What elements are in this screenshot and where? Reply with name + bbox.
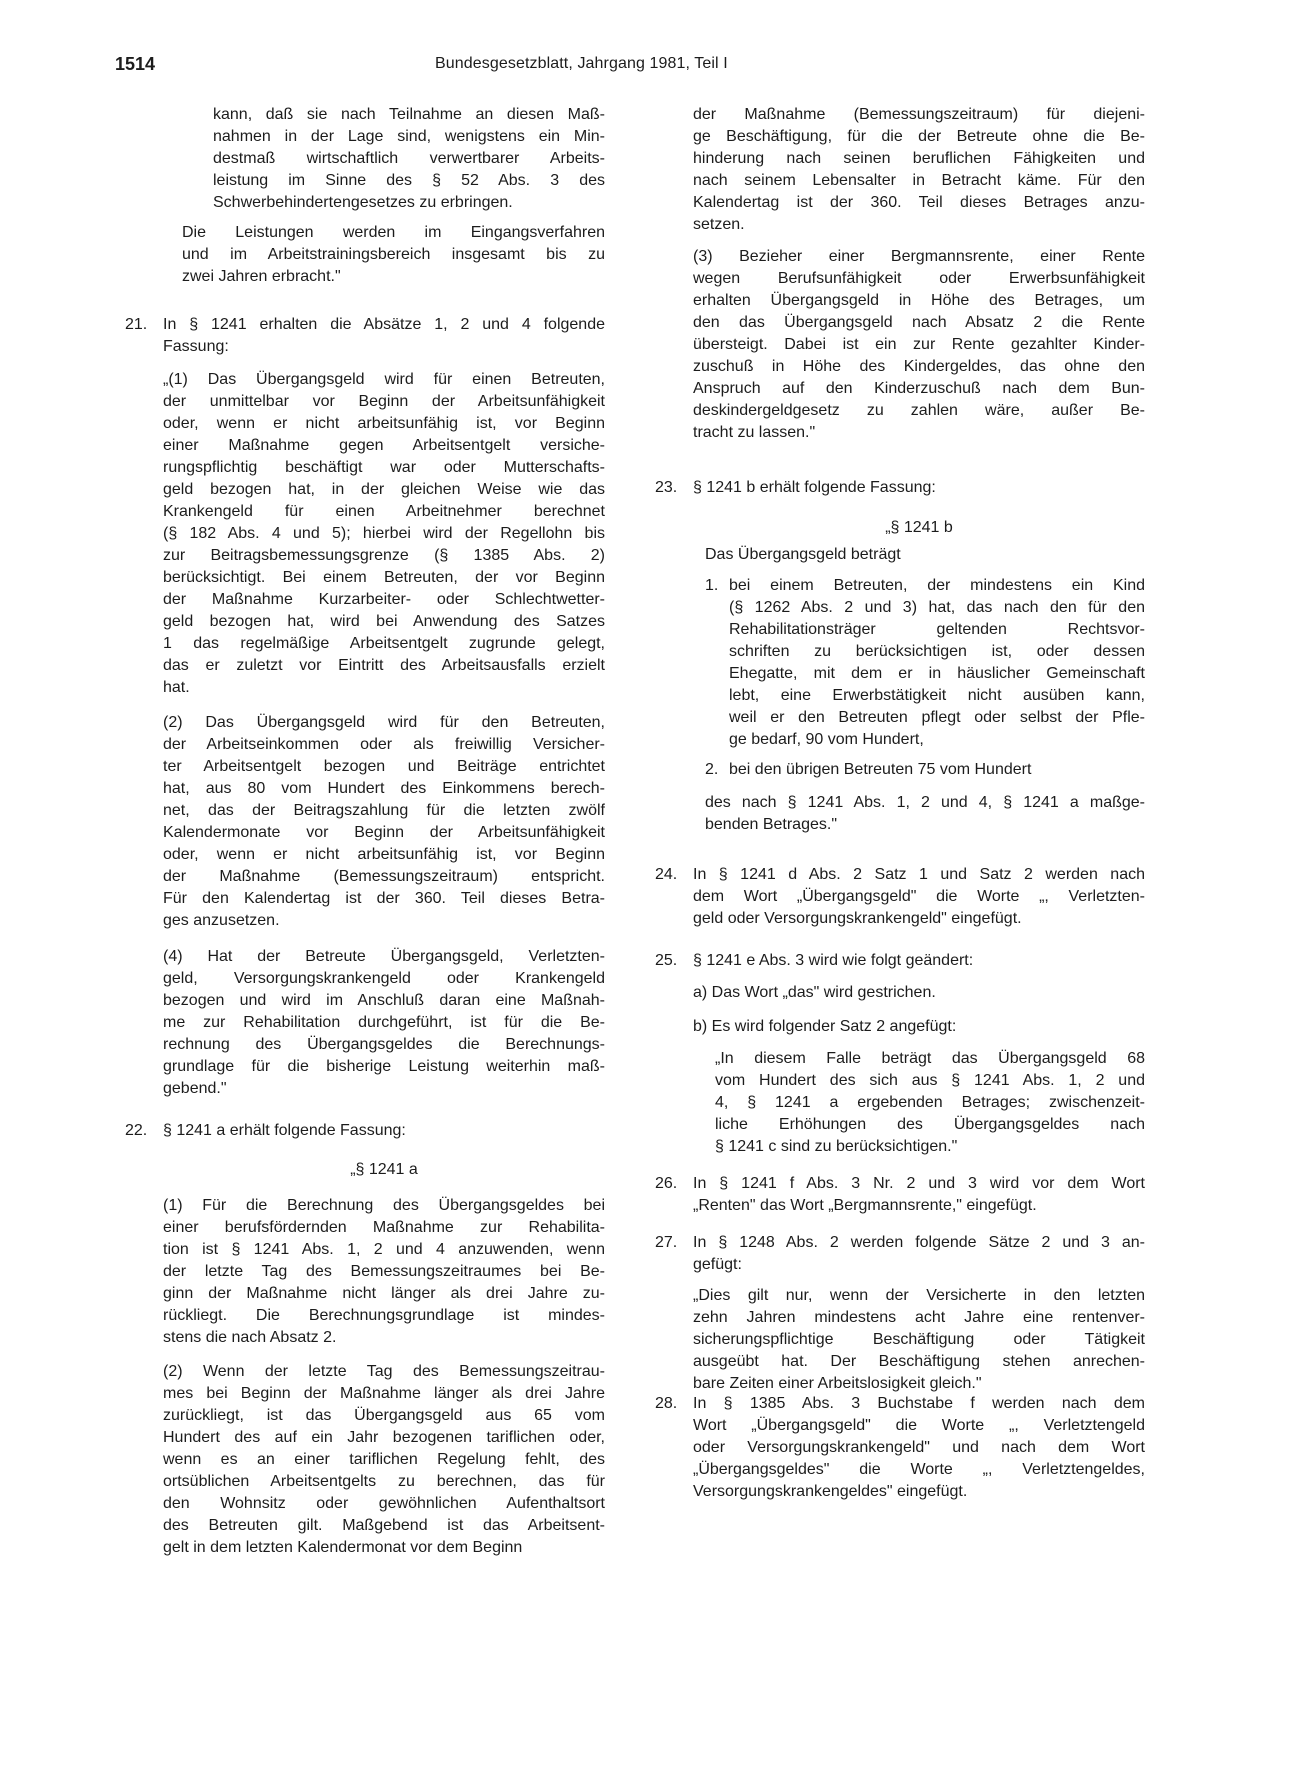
item-25-intro [693,950,1145,972]
text-line: deskindergeldgesetz zu zahlen wäre, außer Be- [693,402,1145,419]
text-line: berücksichtigt. Bei einem Betreuten, der vor Beginn [163,569,605,586]
text-line: mes bei Beginn der Maßnahme länger als drei Jahre [163,1385,605,1402]
text-line: liche Erhöhungen des Übergangsgeldes nach [715,1116,1145,1133]
item-25-a [693,982,1145,1004]
text-line: In § 1241 d Abs. 2 Satz 1 und Satz 2 werden nach [693,866,1145,883]
item-23-sub-2-number: 2. [705,761,719,778]
text-line: nach seinem Lebensalter in Betracht käme. Für den [693,172,1145,189]
text-line: vom Hundert des sich aus § 1241 Abs. 1, 2 und [715,1072,1145,1089]
text-line: net, das der Beitragszahlung für die letzten zwölf [163,802,605,819]
text-line: ge bedarf, 90 vom Hundert, [729,731,924,748]
item-22-paragraph-1 [163,1195,605,1349]
item-22-number: 22. [125,1122,148,1139]
text-line: Kalendermonate vor Beginn der Arbeitsunfähigkeit [163,824,605,841]
text-line: zehn Jahren mindestens acht Jahre eine rentenver- [693,1309,1145,1326]
text-line: kann, daß sie nach Teilnahme an diesen Maß- [213,106,605,123]
text-line: ortsüblichen Arbeitsentgelts zu berechnen, das für [163,1473,605,1490]
item-23-number: 23. [655,479,678,496]
text-line: rungspflichtig beschäftigt war oder Mutterschafts- [163,459,605,476]
text-line: Schwerbehindertengesetzes zu erbringen. [213,194,513,211]
text-line: nahmen in der Lage sind, wenigstens ein Min- [213,128,605,145]
text-line: In § 1241 f Abs. 3 Nr. 2 und 3 wird vor dem Wort [693,1175,1145,1192]
text-line: Für den Kalendertag ist der 360. Teil dieses Betra- [163,890,605,907]
item-28-number: 28. [655,1395,678,1412]
item-26-text [693,1173,1145,1217]
text-line: der Maßnahme (Bemessungszeitraum) entspricht. [163,868,605,885]
text-line: zuschuß in Höhe des Kindergeldes, das ohne den [693,358,1145,375]
item-21-paragraph-4 [163,946,605,1100]
text-line: geld bezogen hat, wird bei Anwendung des Satzes [163,613,605,630]
text-line: rechnung des Übergangsgeldes die Berechnungs- [163,1036,605,1053]
text-line: geld bezogen hat, in der gleichen Weise wie das [163,481,605,498]
page-number: 1514 [115,54,156,74]
item-23-tail [705,792,1145,836]
text-line: destmaß wirtschaftlich verwertbarer Arbeits- [213,150,605,167]
text-line: gefügt: [693,1256,742,1273]
text-line: Rehabilitationsträger geltenden Rechtsvor- [729,621,1145,638]
text-line: hat, aus 80 vom Hundert des Einkommens berech- [163,780,605,797]
text-line: benden Betrages." [705,816,837,833]
continued-paragraph-1 [213,104,605,214]
item-25-number: 25. [655,952,678,969]
text-line: sicherungspflichtige Beschäftigung oder Tätigkeit [693,1331,1145,1348]
text-line: oder, wenn er nicht arbeitsunfähig ist, vor Beginn [163,846,605,863]
text-line: leistung im Sinne des § 52 Abs. 3 des [213,172,605,189]
text-line: tracht zu lassen." [693,424,816,441]
text-line: oder Versorgungskrankengeld" und nach dem Wort [693,1439,1145,1456]
text-line: des nach § 1241 Abs. 1, 2 und 4, § 1241 a maßge- [705,794,1145,811]
text-line: erhalten Übergangsgeld in Höhe des Betrages, um [693,292,1145,309]
text-line: Hundert des auf ein Jahr bezogenen tariflichen oder, [163,1429,605,1446]
text-line: schriften zu berücksichtigen ist, oder dessen [729,643,1145,660]
text-line: rückliegt. Die Berechnungsgrundlage ist mindes- [163,1307,605,1324]
section-1241b-heading: „§ 1241 b [885,519,953,536]
item-23-sub-1-number: 1. [705,577,719,594]
item-25-b [693,1016,1145,1038]
text-line: tion ist § 1241 Abs. 1, 2 und 4 anzuwenden, wenn [163,1241,605,1258]
text-line: hinderung nach seinen beruflichen Fähigkeiten und [693,150,1145,167]
item-27-intro [693,1232,1145,1276]
text-line: geld, Versorgungskrankengeld oder Krankengeld [163,970,605,987]
text-line: gelt in dem letzten Kalendermonat vor dem Beginn [163,1539,523,1556]
text-line: bezogen und wird im Anschluß daran eine Maßnah- [163,992,605,1009]
text-line: me zur Rehabilitation durchgeführt, ist für die Be- [163,1014,605,1031]
text-line: 1 das regelmäßige Arbeitsentgelt zugrunde gelegt, [163,635,605,652]
item-23-lead [705,544,1145,566]
text-line: Fassung: [163,338,229,355]
text-line: wegen Berufsunfähigkeit oder Erwerbsunfähigkeit [693,270,1145,287]
text-line: der Maßnahme Kurzarbeiter- oder Schlechtwetter- [163,591,605,608]
text-line: Die Leistungen werden im Eingangsverfahren [182,224,605,241]
text-line: übersteigt. Dabei ist ein zur Rente gezahlter Kinder- [693,336,1145,353]
text-line: ge Beschäftigung, für die der Betreute ohne die Be- [693,128,1145,145]
text-line: ginn der Maßnahme nicht länger als drei Jahre zu- [163,1285,605,1302]
item-26-number: 26. [655,1175,678,1192]
text-line: 4, § 1241 a ergebenden Betrages; zwischenzeit- [715,1094,1145,1111]
text-line: (3) Bezieher einer Bergmannsrente, einer Rente [693,248,1145,265]
item-27-quote [693,1285,1145,1395]
text-line: Ehegatte, mit dem er in häuslicher Gemeinschaft [729,665,1145,682]
item-25-b-text: b) Es wird folgender Satz 2 angefügt: [693,1018,957,1035]
text-line: Krankengeld für einen Arbeitnehmer berechnet [163,503,605,520]
text-line: bei einem Betreuten, der mindestens ein Kind [729,577,1145,594]
text-line: bare Zeiten einer Arbeitslosigkeit gleich." [693,1375,982,1392]
text-line: Versorgungskrankengeldes" eingefügt. [693,1483,968,1500]
item-28-text [693,1393,1145,1503]
text-line: grundlage für die bisherige Leistung weiterhin maß- [163,1058,605,1075]
text-line: hat. [163,679,190,696]
text-line: In § 1248 Abs. 2 werden folgende Sätze 2 und 3 an- [693,1234,1145,1251]
text-line: zwei Jahren erbracht." [182,268,341,285]
text-line: stens die nach Absatz 2. [163,1329,337,1346]
text-line: (4) Hat der Betreute Übergangsgeld, Verletzten- [163,948,605,965]
text-line: wenn es an einer tariflichen Regelung fehlt, des [163,1451,605,1468]
item-21-paragraph-1 [163,369,605,699]
text-line: der Arbeitseinkommen oder als freiwillig Versicher- [163,736,605,753]
item-21-number: 21. [125,316,148,333]
item-24-text [693,864,1145,930]
continued-paragraph [693,104,1145,236]
continued-paragraph-2 [182,222,605,288]
item-21-paragraph-2 [163,712,605,932]
item-25-a-text: a) Das Wort „das" wird gestrichen. [693,984,936,1001]
item-25-intro-text: § 1241 e Abs. 3 wird wie folgt geändert: [693,952,974,969]
text-line: dem Wort „Übergangsgeld" die Worte „, Verletzten- [693,888,1145,905]
text-line: zurückliegt, ist das Übergangsgeld aus 65 vom [163,1407,605,1424]
text-line: des Betreuten gilt. Maßgebend ist das Arbeitsent- [163,1517,605,1534]
item-23-sub-1 [729,575,1145,751]
section-1241a-heading: „§ 1241 a [350,1161,418,1178]
text-line: „Renten" das Wort „Bergmannsrente," eingefügt. [693,1197,1037,1214]
text-line: „(1) Das Übergangsgeld wird für einen Betreuten, [163,371,605,388]
text-line: zur Beitragsbemessungsgrenze (§ 1385 Abs. 2) [163,547,605,564]
text-line: (§ 182 Abs. 4 und 5); hierbei wird der Regellohn bis [163,525,605,542]
item-22-intro [163,1120,605,1142]
text-line: den Wohnsitz oder gewöhnlichen Aufenthaltsort [163,1495,605,1512]
text-line: gebend." [163,1080,227,1097]
text-line: „Dies gilt nur, wenn der Versicherte in den letzten [693,1287,1145,1304]
text-line: Kalendertag ist der 360. Teil dieses Betrages anzu- [693,194,1145,211]
item-21-intro [163,314,605,358]
text-line: oder, wenn er nicht arbeitsunfähig ist, vor Beginn [163,415,605,432]
text-line: ausgeübt hat. Der Beschäftigung stehen anrechen- [693,1353,1145,1370]
text-line: lebt, eine Erwerbstätigkeit nicht ausüben kann, [729,687,1145,704]
item-23-sub-2 [729,759,1145,781]
text-line: der Maßnahme (Bemessungszeitraum) für diejeni- [693,106,1145,123]
page-header [115,54,1195,80]
item-22-section-heading [163,1159,605,1181]
text-line: (2) Wenn der letzte Tag des Bemessungszeitrau- [163,1363,605,1380]
item-22-intro-text: § 1241 a erhält folgende Fassung: [163,1122,406,1139]
text-line: weil er den Betreuten pflegt oder selbst der Pfle- [729,709,1145,726]
text-line: „In diesem Falle beträgt das Übergangsgeld 68 [715,1050,1145,1067]
item-23-intro [693,477,1145,499]
text-line: setzen. [693,216,745,233]
item-24-number: 24. [655,866,678,883]
text-line: In § 1385 Abs. 3 Buchstabe f werden nach dem [693,1395,1145,1412]
item-23-sub-2-text: bei den übrigen Betreuten 75 vom Hundert [729,761,1032,778]
text-line: den das Übergangsgeld nach Absatz 2 die Rente [693,314,1145,331]
text-line: „Übergangsgeldes" die Worte „, Verletztengeldes, [693,1461,1145,1478]
text-line: Anspruch auf den Kinderzuschuß nach dem Bun- [693,380,1145,397]
text-line: ter Arbeitsentgelt bezogen und Beiträge entrichtet [163,758,605,775]
text-line: (1) Für die Berechnung des Übergangsgeldes bei [163,1197,605,1214]
text-line: das er zuletzt vor Eintritt des Arbeitsausfalls erzielt [163,657,605,674]
item-23-lead-text: Das Übergangsgeld beträgt [705,546,901,563]
item-25-quote [715,1048,1145,1158]
text-line: der letzte Tag des Bemessungszeitraumes bei Be- [163,1263,605,1280]
text-line: § 1241 c sind zu berücksichtigen." [715,1138,958,1155]
text-line: (2) Das Übergangsgeld wird für den Betreuten, [163,714,605,731]
paragraph-3 [693,246,1145,444]
running-title: Bundesgesetzblatt, Jahrgang 1981, Teil I [435,55,728,72]
text-line: (§ 1262 Abs. 2 und 3) hat, das nach den für den [729,599,1145,616]
text-line: In § 1241 erhalten die Absätze 1, 2 und 4 folgende [163,316,605,333]
text-line: einer Maßnahme gegen Arbeitsentgelt versiche- [163,437,605,454]
text-line: der unmittelbar vor Beginn der Arbeitsunfähigkeit [163,393,605,410]
item-22-paragraph-2 [163,1361,605,1559]
item-27-number: 27. [655,1234,678,1251]
item-23-section-heading [693,517,1145,539]
text-line: ges anzusetzen. [163,912,280,929]
text-line: einer berufsfördernden Maßnahme zur Rehabilita- [163,1219,605,1236]
text-line: geld oder Versorgungskrankengeld" eingefügt. [693,910,1022,927]
text-line: Wort „Übergangsgeld" die Worte „, Verletztengeld [693,1417,1145,1434]
item-23-intro-text: § 1241 b erhält folgende Fassung: [693,479,936,496]
text-line: und im Arbeitstrainingsbereich insgesamt bis zu [182,246,605,263]
